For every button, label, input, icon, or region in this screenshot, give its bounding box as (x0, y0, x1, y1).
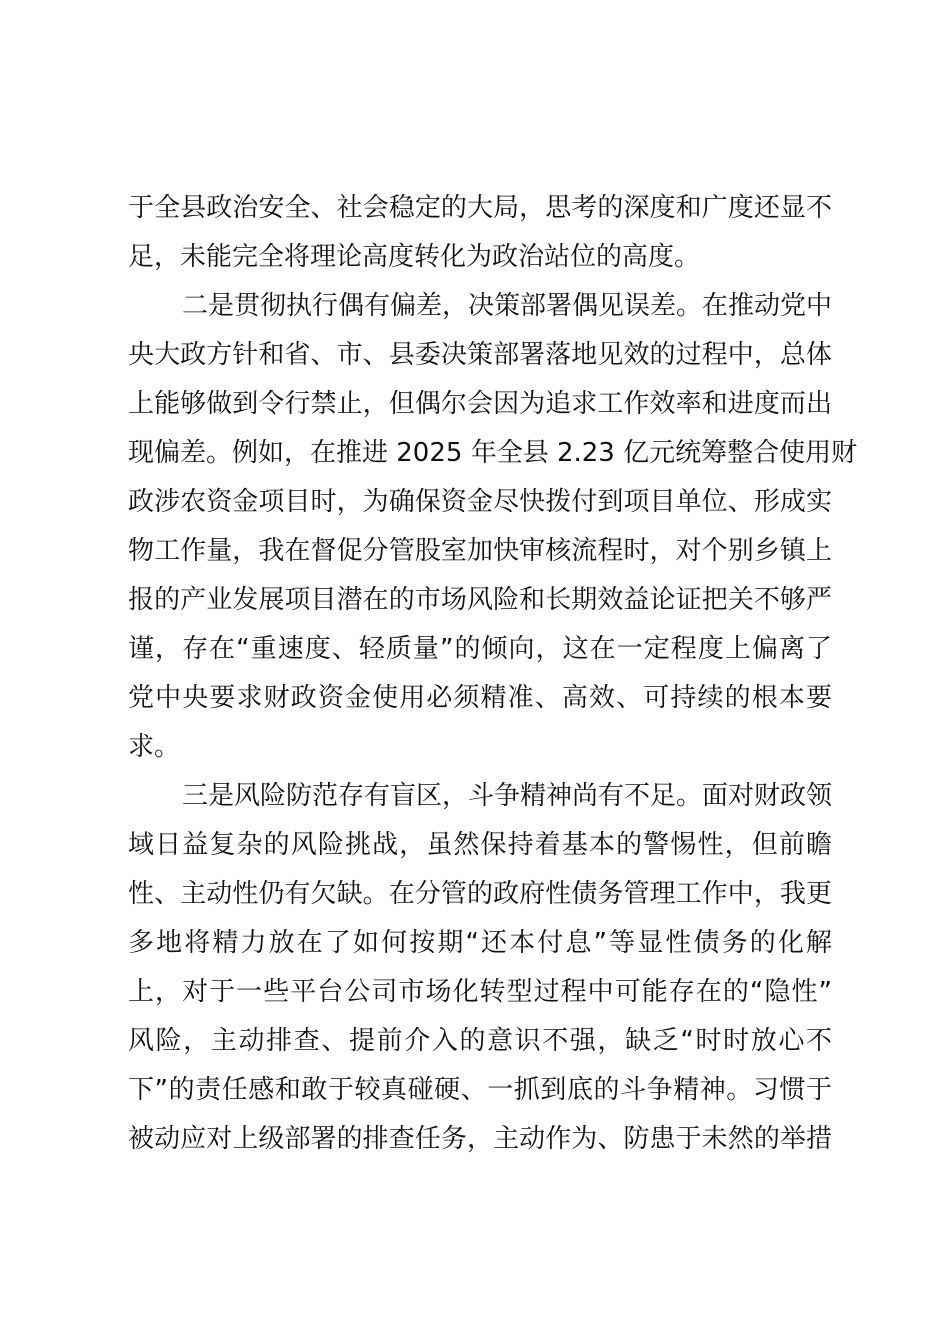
text-line: 党中央要求财政资金使用必须精准、高效、可持续的根本要 (128, 683, 832, 713)
text-line-heading: 二是贯彻执行偶有偏差，决策部署偶见误差。在推动党中 (182, 291, 833, 321)
text-line: 央大政方针和省、市、县委决策部署落地见效的过程中，总体 (128, 340, 832, 370)
text-line: 上能够做到令行禁止，但偶尔会因为追求工作效率和进度而出 (128, 389, 832, 419)
text-line: 足，未能完全将理论高度转化为政治站位的高度。 (128, 242, 701, 272)
text-line: 求。 (128, 732, 181, 762)
text-line: 报的产业发展项目潜在的市场风险和长期效益论证把关不够严 (128, 585, 832, 615)
text-line: 现偏差。例如，在推进 2025 年全县 2.23 亿元统筹整合使用财 (128, 438, 858, 468)
text-line: 下”的责任感和敢于较真碰硬、一抓到底的斗争精神。习惯于 (128, 1075, 832, 1105)
text-line: 政涉农资金项目时，为确保资金尽快拨付到项目单位、形成实 (128, 487, 832, 517)
paragraph-2 (128, 282, 858, 772)
text-line: 风险，主动排查、提前介入的意识不强，缺乏“时时放心不 (128, 1026, 832, 1056)
paragraph-1-continuation (128, 184, 832, 282)
text-line: 于全县政治安全、社会稳定的大局，思考的深度和广度还显不 (128, 193, 832, 223)
text-line: 被动应对上级部署的排查任务，主动作为、防患于未然的举措 (128, 1124, 832, 1154)
text-line: 谨，存在“重速度、轻质量”的倾向，这在一定程度上偏离了 (128, 634, 832, 664)
text-line: 物工作量，我在督促分管股室加快审核流程时，对个别乡镇上 (128, 536, 832, 566)
document-page (128, 184, 858, 1164)
text-line: 性、主动性仍有欠缺。在分管的政府性债务管理工作中，我更 (128, 879, 832, 909)
text-line: 域日益复杂的风险挑战，虽然保持着基本的警惕性，但前瞻 (128, 830, 832, 860)
text-line: 上，对于一些平台公司市场化转型过程中可能存在的“隐性” (128, 977, 832, 1007)
text-line: 多地将精力放在了如何按期“还本付息”等显性债务的化解 (128, 928, 832, 958)
paragraph-3 (128, 772, 832, 1164)
text-line-heading: 三是风险防范存有盲区，斗争精神尚有不足。面对财政领 (182, 781, 833, 811)
